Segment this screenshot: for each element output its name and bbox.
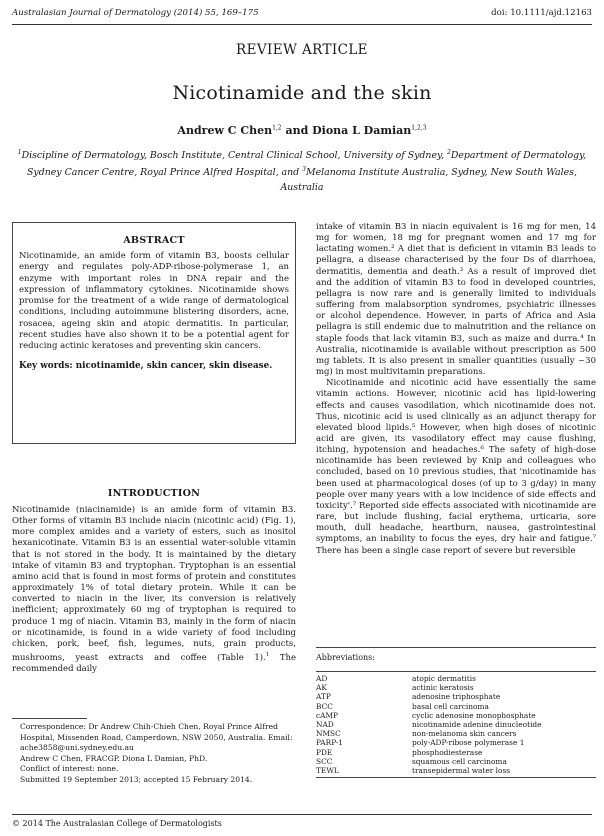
abbreviation-definition: non-melanoma skin cancers	[412, 729, 517, 739]
abbreviation-row	[316, 720, 596, 729]
abbreviations-rule	[316, 647, 596, 648]
introduction-tail: The recommended daily	[12, 652, 296, 675]
affil-3: Melanoma Institute Australia, Sydney, New South Wales, Australia	[280, 167, 577, 193]
abbreviation-row	[316, 757, 596, 766]
affil-1: Discipline of Dermatology, Bosch Institute, Central Clinical School, University of Sydney,	[21, 150, 448, 162]
doi[interactable]: doi: 10.1111/ajd.12163	[491, 8, 592, 18]
abbreviation-term: cAMP	[316, 710, 339, 720]
abbreviation-definition: phosphodiesterase	[412, 747, 483, 757]
header-rule	[12, 24, 592, 25]
affil-1-marker: 1	[17, 149, 22, 156]
abbreviation-definition: adenosine triphosphate	[412, 692, 501, 702]
abbreviation-row	[316, 683, 596, 692]
abbreviation-row	[316, 748, 596, 757]
affil-2: Department of Dermatology, Sydney Cancer Centre, Royal Prince Alfred Hospital, and	[27, 150, 587, 179]
abbreviation-term: BCC	[316, 701, 333, 711]
abbreviation-definition: actinic keratosis	[412, 683, 474, 693]
abbreviation-definition: nicotinamide adenine dinucleotide	[412, 720, 542, 730]
author-2-affil: 1,2,3	[411, 124, 427, 132]
introduction-text: Nicotinamide (niacinamide) is an amide form of vitamin B3. Other forms of vitamin B3 include niacin (nicotinic acid) (Fig. 1), more complex amides and a variety of esters, such as inositol hexanicotinate. Vitamin B3 is an essential water-soluble vitamin that is not stored in the body. It is maintained by the dietary intake of vitamin B3 and tryptophan. Tryptophan is an essential amino acid that is found in most forms of protein and constitutes approximately 1% of total dietary protein. While it can be converted to niacin in the liver, its conversion is relatively inefficient; approximately 60 mg of tryptophan is required to produce 1 mg of niacin. Vitamin B3, mainly in the form of niacin or nicotinamide, is found in a wide variety of food including chicken, pork, beef, fish, legumes, nuts, grain products, mushrooms, yeast extracts and coffee (Table 1).	[12, 505, 296, 663]
abbreviation-definition: squamous cell carcinoma	[412, 756, 507, 766]
author-line	[0, 124, 604, 137]
abbreviations-table	[316, 671, 596, 778]
abbreviation-row	[316, 766, 596, 775]
abbreviation-term: NMSC	[316, 729, 341, 739]
copyright-footer: © 2014 The Australasian College of Dermatologists	[12, 819, 222, 828]
abstract-text: Nicotinamide, an amide form of vitamin B3, boosts cellular energy and regulates poly-ADP-ribose-polymerase 1, an enzyme with important roles in DNA repair and the expression of inflammatory cytokines. Nicotinamide shows promise for the treatment of a wide range of dermatological conditions, including autoimmune blistering disorders, acne, rosacea, ageing skin and atopic dermatitis. In particular, recent studies have also shown it to be a potential agent for reducing actinic keratoses and preventing skin cancers.	[19, 251, 289, 352]
introduction-heading: INTRODUCTION	[107, 488, 201, 499]
author-and: and	[281, 124, 313, 137]
abbreviation-term: AK	[316, 683, 327, 693]
submission-dates: Submitted 19 September 2013; accepted 15 February 2014.	[20, 774, 253, 784]
abbreviation-term: SCC	[316, 756, 333, 766]
abbreviation-term: AD	[316, 674, 328, 683]
abbreviation-definition: basal cell carcinoma	[412, 701, 489, 711]
author-1-affil: 1,2	[272, 124, 282, 132]
right-paragraph-2: Nicotinamide and nicotinic acid have essentially the same vitamin actions. However, nicotinic acid has lipid-lowering effects and causes vasodilation, which nicotinamide does not. Thus, nicotinic acid is used clinically as an adjunct therapy for elevated blood lipids.⁵ However, when high doses of nicotinic acid are given, its vasodilatory effect may cause flushing, itching, hypotension and headaches.⁶ The safety of high-dose nicotinamide has been reviewed by Knip and colleagues who concluded, based on 10 previous studies, that 'nicotinamide has been used at pharmacological doses (of up to 3 g/day) in many people over many years with a low incidence of side effects and toxicity'.⁷ Reported side effects associated with nicotinamide are rare, but include flushing, facial erythema, urticaria, sore mouth, dull headache, heartburn, nausea, gastrointestinal symptoms, an inability to focus the eyes, dry hair and fatigue.⁷ There has been a single case report of severe but reversible	[316, 378, 596, 556]
right-column-text	[316, 222, 596, 557]
correspondence-address: Correspondence: Dr Andrew Chih-Chieh Chen, Royal Prince Alfred Hospital, Missenden Road, Camperdown, NSW 2050, Australia. Email: ache3858@uni.sydney.edu.au	[20, 722, 293, 752]
author-1[interactable]: Andrew C Chen	[177, 124, 273, 137]
abbreviation-term: PARP-1	[316, 738, 343, 748]
keywords: Key words: nicotinamide, skin cancer, skin disease.	[19, 360, 273, 371]
abstract-heading: ABSTRACT	[123, 235, 185, 246]
affil-3-marker: 3	[302, 166, 306, 174]
conflict-of-interest: Conflict of interest: none.	[20, 764, 119, 773]
abstract-box	[12, 222, 296, 444]
abbreviation-term: PDE	[316, 747, 333, 757]
introduction-ref[interactable]: 1	[265, 652, 270, 659]
correspondence-rule	[12, 718, 87, 719]
abbreviation-row	[316, 692, 596, 701]
abbreviation-term: TEWL	[316, 766, 339, 776]
author-2[interactable]: Diona L Damian	[312, 124, 412, 137]
right-paragraph-1: intake of vitamin B3 in niacin equivalent is 16 mg for men, 14 mg for women, 18 mg for pregnant women and 17 mg for lactating women.² A diet that is deficient in vitamin B3 leads to pellagra, a disease characterised by the four Ds of diarrhoea, dermatitis, dementia and death.³ As a result of improved diet and the addition of vitamin B3 to food in developed countries, pellagra is now rare and is generally limited to individuals suffering from malabsorption syndromes, psychiatric illnesses or alcohol dependence. However, in parts of Africa and Asia pellagra is still endemic due to malnutrition and the reliance on staple foods that lack vitamin B3, such as maize and durra.⁴ In Australia, nicotinamide is available without prescription as 500 mg tablets. It is also present in smaller quantities (usually ~30 mg) in most multivitamin preparations.	[316, 222, 596, 378]
abbreviation-definition: transepidermal water loss	[412, 766, 511, 776]
abbreviation-term: ATP	[316, 692, 331, 702]
correspondence-block	[12, 722, 296, 785]
affiliations	[12, 146, 592, 195]
section-label: REVIEW ARTICLE	[236, 42, 368, 58]
author-credentials: Andrew C Chen, FRACGP. Diona L Damian, PhD.	[20, 753, 208, 763]
abbreviations-heading: Abbreviations:	[316, 653, 375, 662]
abbreviation-definition: atopic dermatitis	[412, 674, 476, 683]
abbreviation-row	[316, 738, 596, 747]
abbreviation-row	[316, 674, 596, 683]
abbreviation-row	[316, 729, 596, 738]
abbreviation-term: NAD	[316, 720, 334, 730]
footer-rule	[12, 814, 592, 815]
affil-2-marker: 2	[447, 149, 451, 156]
abbreviation-row	[316, 702, 596, 711]
introduction-paragraph	[12, 505, 296, 675]
introduction-body	[12, 505, 296, 675]
abbreviation-row	[316, 711, 596, 720]
abbreviation-definition: cyclic adenosine monophosphate	[412, 710, 536, 720]
article-title: Nicotinamide and the skin	[172, 82, 432, 104]
abstract-body	[19, 251, 289, 353]
abbreviation-definition: poly-ADP-ribose polymerase 1	[412, 738, 525, 748]
journal-citation: Australasian Journal of Dermatology (2014) 55, 169–175	[12, 8, 259, 18]
